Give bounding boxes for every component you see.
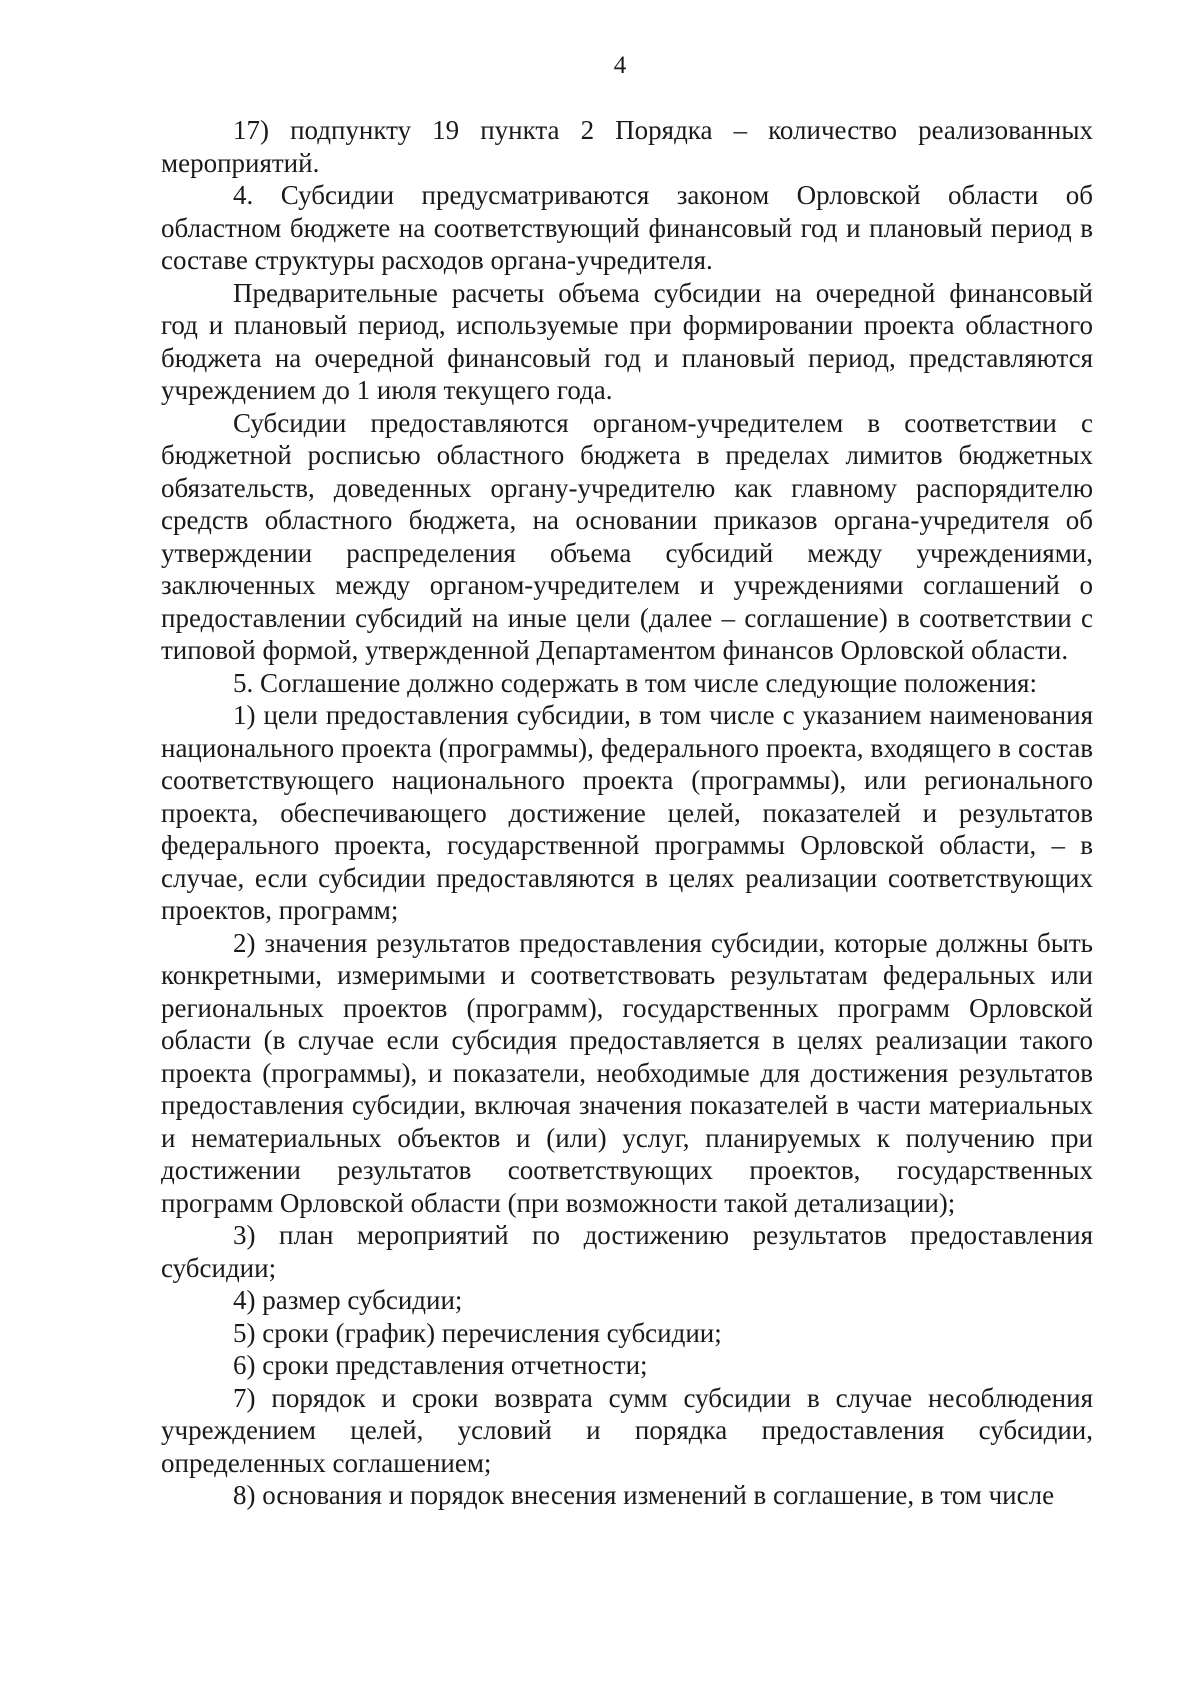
list-item-7-refund: 7) порядок и сроки возврата сумм субсидии в случае несоблюдения учреждением целей, условий и порядка предоставления субсидии, определенных соглашением;: [161, 1382, 1093, 1478]
document-body: [161, 114, 1093, 1512]
paragraph-preliminary-calculations: Предварительные расчеты объема субсидии на очередной финансовый год и плановый период, используемые при формировании проекта областного бюджета на очередной финансовый год и плановый период, представляются учреждением до 1 июля текущего года.: [161, 277, 1093, 405]
paragraph-4-subsidies: 4. Субсидии предусматриваются законом Орловской области об областном бюджете на соответствующий финансовый год и плановый период в составе структуры расходов органа-учредителя.: [161, 180, 1093, 275]
paragraph-5-agreement: 5. Соглашение должно содержать в том числе следующие положения:: [233, 667, 1037, 698]
list-item-8-amendments: 8) основания и порядок внесения изменений в соглашение, в том числе: [233, 1480, 1055, 1510]
paragraph-subsidies-provided: Субсидии предоставляются органом-учредителем в соответствии с бюджетной росписью областного бюджета в пределах лимитов бюджетных обязательств, доведенных органу-учредителю как главному распорядителю средств областного бюджета, на основании приказов органа-учредителя об утверждении распределения объема субсидий между учреждениями, заключенных между органом-учредителем и учреждениями соглашений о предоставлении субсидий на иные цели (далее – соглашение) в соответствии с типовой формой, утвержденной Департаментом финансов Орловской области.: [161, 407, 1093, 665]
paragraph-17-subitem: 17) подпункту 19 пункта 2 Порядка – количество реализованных мероприятий.: [161, 115, 1093, 178]
list-item-1-goals: 1) цели предоставления субсидии, в том числе с указанием наименования национального проекта (программы), федерального проекта, входящего в состав соответствующего национального проекта (программы), или регионального проекта, обеспечивающего достижение целей, показателей и результатов федерального проекта, государственной программы Орловской области, – в случае, если субсидии предоставляются в целях реализации соответствующих проектов, программ;: [161, 700, 1093, 925]
list-item-3-plan: 3) план мероприятий по достижению результатов предоставления субсидии;: [161, 1220, 1093, 1283]
list-item-2-results: 2) значения результатов предоставления субсидии, которые должны быть конкретными, измеримыми и соответствовать результатам федеральных или региональных проектов (программ), государственных программ Орловской области (в случае если субсидия предоставляется в целях реализации такого проекта (программы), и показатели, необходимые для достижения результатов предоставления субсидии, включая значения показателей в части материальных и нематериальных объектов и (или) услуг, планируемых к получению при достижении результатов соответствующих проектов, государственных программ Орловской области (при возможности такой детализации);: [161, 927, 1093, 1218]
list-item-4-amount: 4) размер субсидии;: [233, 1285, 463, 1315]
page-number: 4: [613, 52, 627, 79]
list-item-5-schedule: 5) сроки (график) перечисления субсидии;: [233, 1317, 722, 1348]
list-item-6-reporting: 6) сроки представления отчетности;: [233, 1350, 648, 1380]
